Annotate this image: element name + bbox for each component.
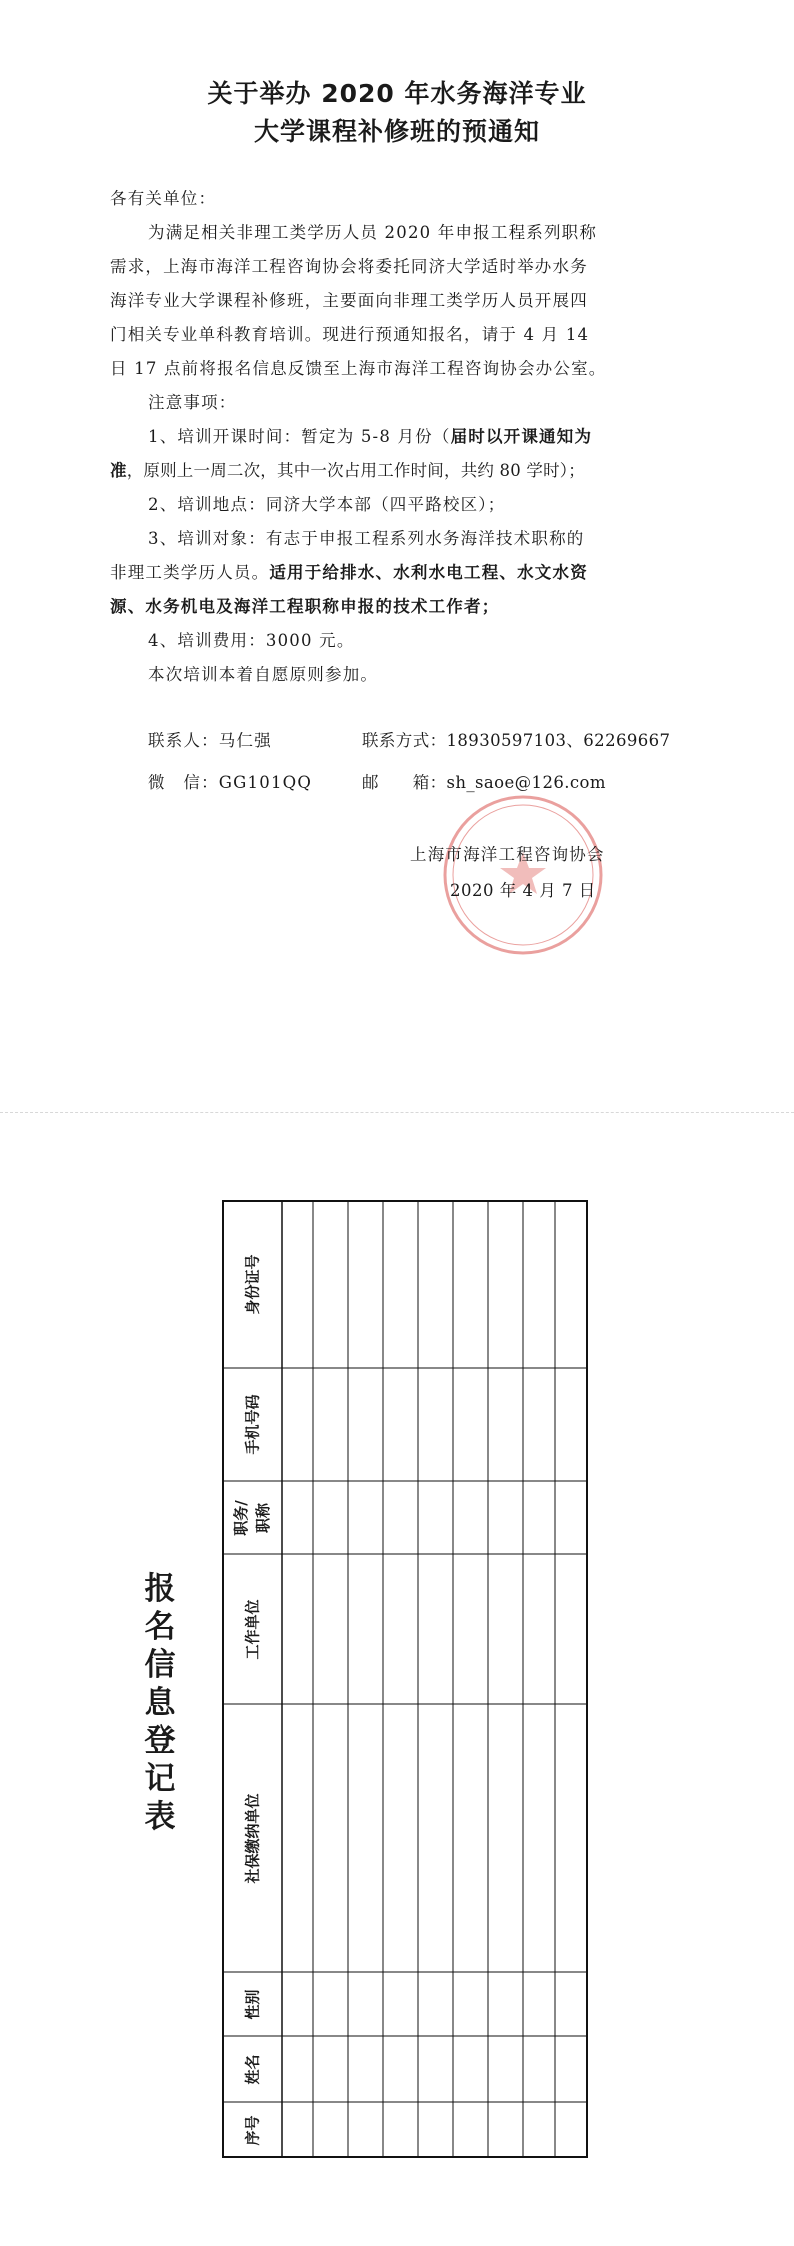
intro-line: 日 17 点前将报名信息反馈至上海市海洋工程咨询协会办公室。 [110,359,607,378]
item1-text: ，原则上一周二次，其中一次占用工作时间，共约 80 学时）； [126,461,585,480]
header-label: 工作单位 [243,1598,262,1660]
header-serial-number [222,2102,282,2158]
form-title [140,1570,180,1836]
item1-text: 1、培训开课时间：暂定为 5-8 月份（ [148,427,451,446]
notice-title-line2: 大学课程补修班的预通知 [253,117,540,146]
notice-title-line1: 关于举办 2020 年水务海洋专业 [207,79,587,108]
item1-line1 [148,426,592,448]
header-name [222,2036,282,2102]
header-label: 社保缴纳单位 [243,1792,262,1884]
header-label: 序号 [243,2114,262,2146]
item3-line3: 源、水务机电及海洋工程职称申报的技术工作者； [110,597,500,616]
intro-line: 为满足相关非理工类学历人员 2020 年申报工程系列职称 [148,223,598,242]
greeting: 各有关单位： [110,189,217,208]
email: 邮 箱：sh_saoe@126.com [362,773,606,792]
header-social-insurance-unit [222,1704,282,1972]
registration-table [222,1200,588,2158]
header-label: 身份证号 [243,1253,262,1315]
page-separator [0,1112,794,1113]
contact-method: 联系方式：18930597103、62269667 [362,731,671,750]
item4: 4、培训费用：3000 元。 [148,631,355,650]
notice-page [0,0,794,1110]
item1-line2 [110,460,585,482]
header-employer [222,1554,282,1704]
notice-date: 2020 年 4 月 7 日 [450,881,596,900]
header-phone [222,1368,282,1481]
wechat: 微 信：GG101QQ [148,773,313,792]
header-label: 性别 [243,1988,262,2020]
item3-line1: 3、培训对象：有志于申报工程系列水务海洋技术职称的 [148,529,585,548]
item1-emphasis: 届时以开课通知为 [450,427,593,446]
form-title-text: 报名信息登记表 [144,1571,176,1835]
official-seal-stamp [438,790,608,960]
org-signature: 上海市海洋工程咨询协会 [410,845,605,864]
item2: 2、培训地点：同济大学本部（四平路校区）； [148,495,506,514]
voluntary-note: 本次培训本着自愿原则参加。 [148,665,379,684]
intro-line: 需求，上海市海洋工程咨询协会将委托同济大学适时举办水务 [110,257,588,276]
item3-emphasis: 适用于给排水、水利水电工程、水文水资 [269,563,588,582]
header-gender [222,1972,282,2036]
intro-line: 门相关专业单科教育培训。现进行预通知报名，请于 4 月 14 [110,325,590,344]
item3-line2 [110,562,588,584]
header-label: 职务/职称 [232,1499,272,1536]
header-id-number [222,1200,282,1368]
header-position-title [222,1481,282,1554]
item3-text: 非理工类学历人员。 [110,563,270,582]
header-label: 姓名 [243,2053,262,2085]
contact-person: 联系人：马仁强 [148,731,272,750]
item1-emphasis: 准 [110,461,127,480]
header-label: 手机号码 [243,1394,262,1455]
notes-heading: 注意事项： [148,393,237,412]
intro-line: 海洋专业大学课程补修班，主要面向非理工类学历人员开展四 [110,291,588,310]
